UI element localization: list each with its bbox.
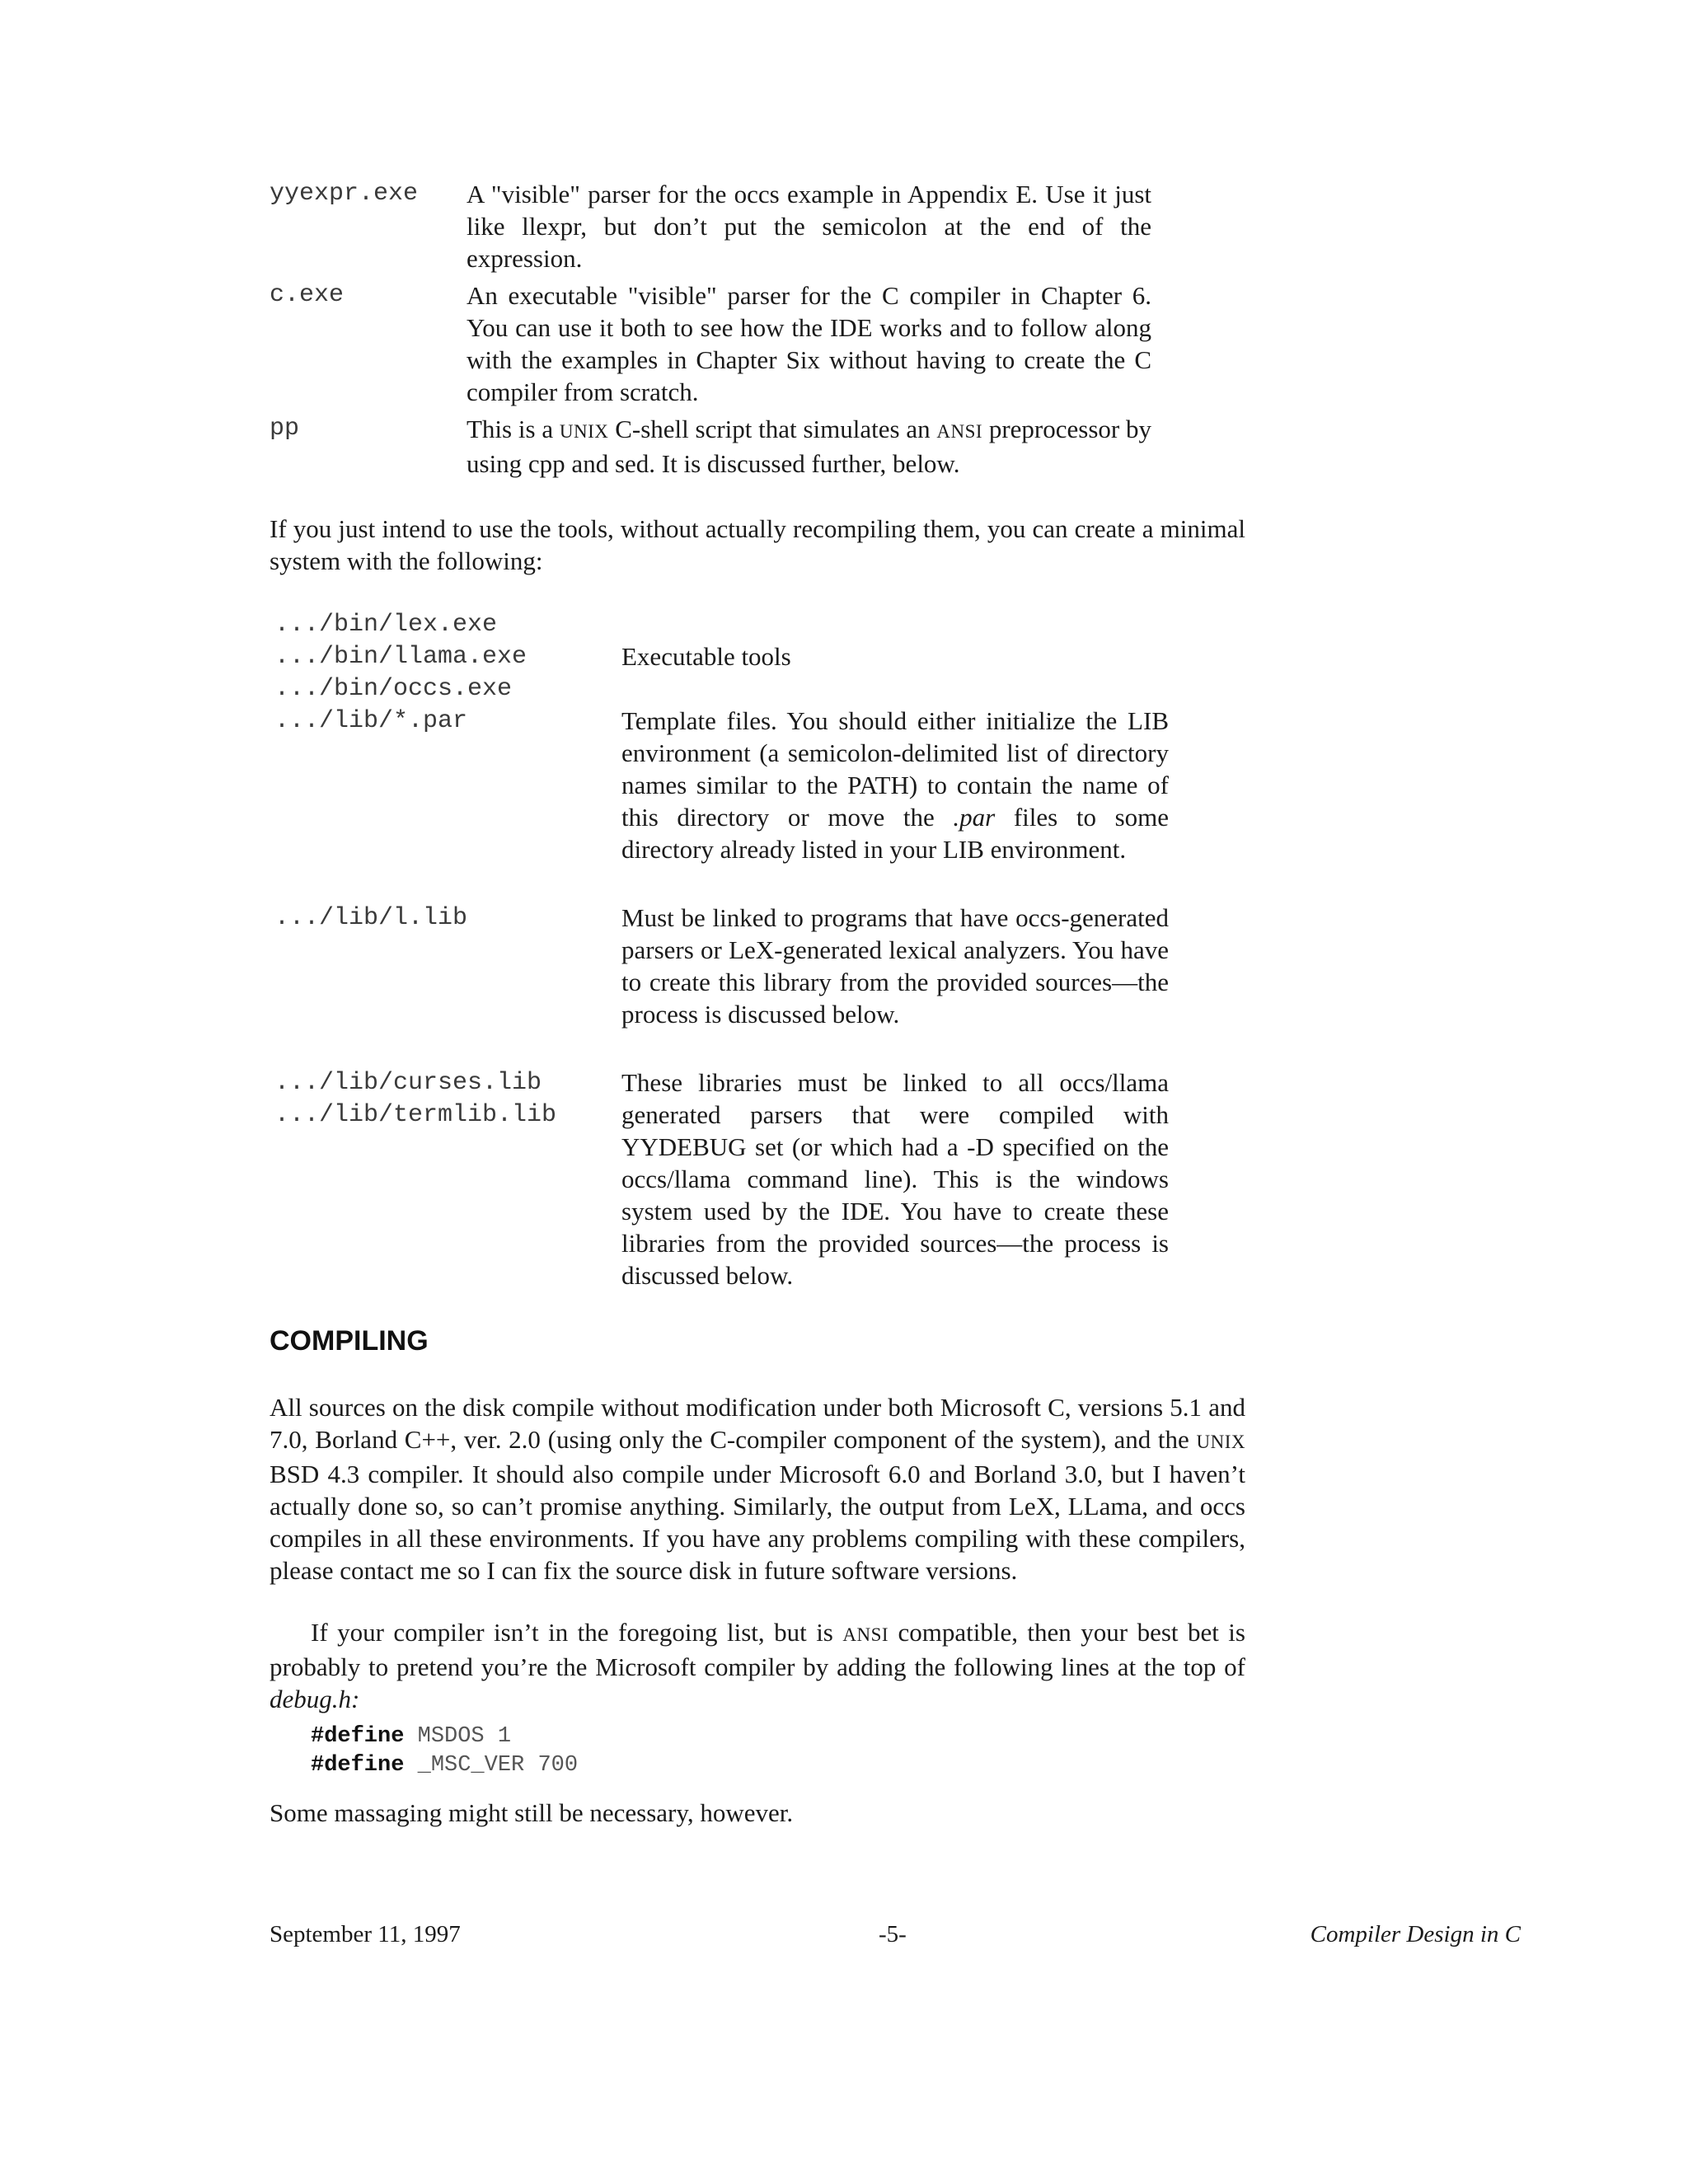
tool-name-c: c.exe (270, 281, 345, 309)
file-bin-desc: Executable tools (621, 642, 791, 671)
file-lib-curses-desc: These libraries must be linked to all occs/llama generated parsers that were compiled with YYDEBUG set (or which had a -D specified on the occs/llama command line). This is the windows system used by the IDE. You have to create these libraries from the provided sources—the process is discussed below. (621, 1068, 1169, 1290)
footer-book-title: Compiler Design in C (1310, 1921, 1521, 1947)
file-bin-llama: .../bin/llama.exe (274, 643, 528, 671)
code-block (311, 1722, 578, 1780)
section-heading-compiling: COMPILING (270, 1325, 429, 1357)
compiling-paragraph-3: Some massaging might still be necessary, however. (270, 1798, 794, 1827)
compiling-paragraph-2: If your compiler isn’t in the foregoing list, but is ANSI compatible, then your best bet is probably to pretend you’re the Microsoft compiler by adding the following lines at the top of debug.h: (270, 1618, 1245, 1713)
tool-name-pp: pp (270, 415, 300, 443)
file-lib-l: .../lib/l.lib (274, 904, 468, 932)
footer-date: September 11, 1997 (270, 1921, 461, 1947)
file-lib-termlib: .../lib/termlib.lib (274, 1101, 557, 1129)
file-lib-l-desc: Must be linked to programs that have occs-generated parsers or LeX-generated lexical analyzers. You have to create this library from the provided sources—the process is discussed below. (621, 903, 1169, 1029)
tool-name-yyexpr: yyexpr.exe (270, 180, 419, 208)
file-bin-occs: .../bin/occs.exe (274, 675, 513, 703)
file-lib-par: .../lib/*.par (274, 707, 468, 735)
tool-desc-yyexpr: A "visible" parser for the occs example in Appendix E. Use it just like llexpr, but don’t put the semicolon at the end of the expression. (467, 180, 1151, 273)
code-line: #define MSDOS 1 (311, 1724, 512, 1749)
file-lib-par-desc: Template files. You should either initialize the LIB environment (a semicolon-delimited list of directory names similar to the PATH) to contain the name of this directory or move the .par files to some directory already listed in your LIB environment. (621, 706, 1169, 864)
tool-desc-c: An executable "visible" parser for the C compiler in Chapter 6. You can use it both to see how the IDE works and to follow along with the examples in Chapter Six without having to create the C compiler from scratch. (467, 281, 1151, 406)
footer-page-number: -5- (879, 1921, 907, 1947)
tool-desc-pp: This is a UNIX C-shell script that simulates an ANSI preprocessor by using cpp and sed. It is discussed further, below. (467, 415, 1151, 478)
file-lib-curses: .../lib/curses.lib (274, 1069, 542, 1097)
minimal-system-intro: If you just intend to use the tools, without actually recompiling them, you can create a minimal system with the following: (270, 514, 1245, 575)
compiling-paragraph-1: All sources on the disk compile without modification under both Microsoft C, versions 5.1 and 7.0, Borland C++, ver. 2.0 (using only the C-compiler component of the system), and the UNIX BSD 4.3 compiler. It should also compile under Microsoft 6.0 and Borland 3.0, but I haven’t actually done so, so can’t promise anything. Similarly, the output from LeX, LLama, and occs compiles in all these environments. If you have any problems compiling with these compilers, please contact me so I can fix the source disk in future software versions. (270, 1393, 1245, 1585)
code-line: #define _MSC_VER 700 (311, 1753, 579, 1778)
file-bin-lex: .../bin/lex.exe (274, 611, 498, 639)
